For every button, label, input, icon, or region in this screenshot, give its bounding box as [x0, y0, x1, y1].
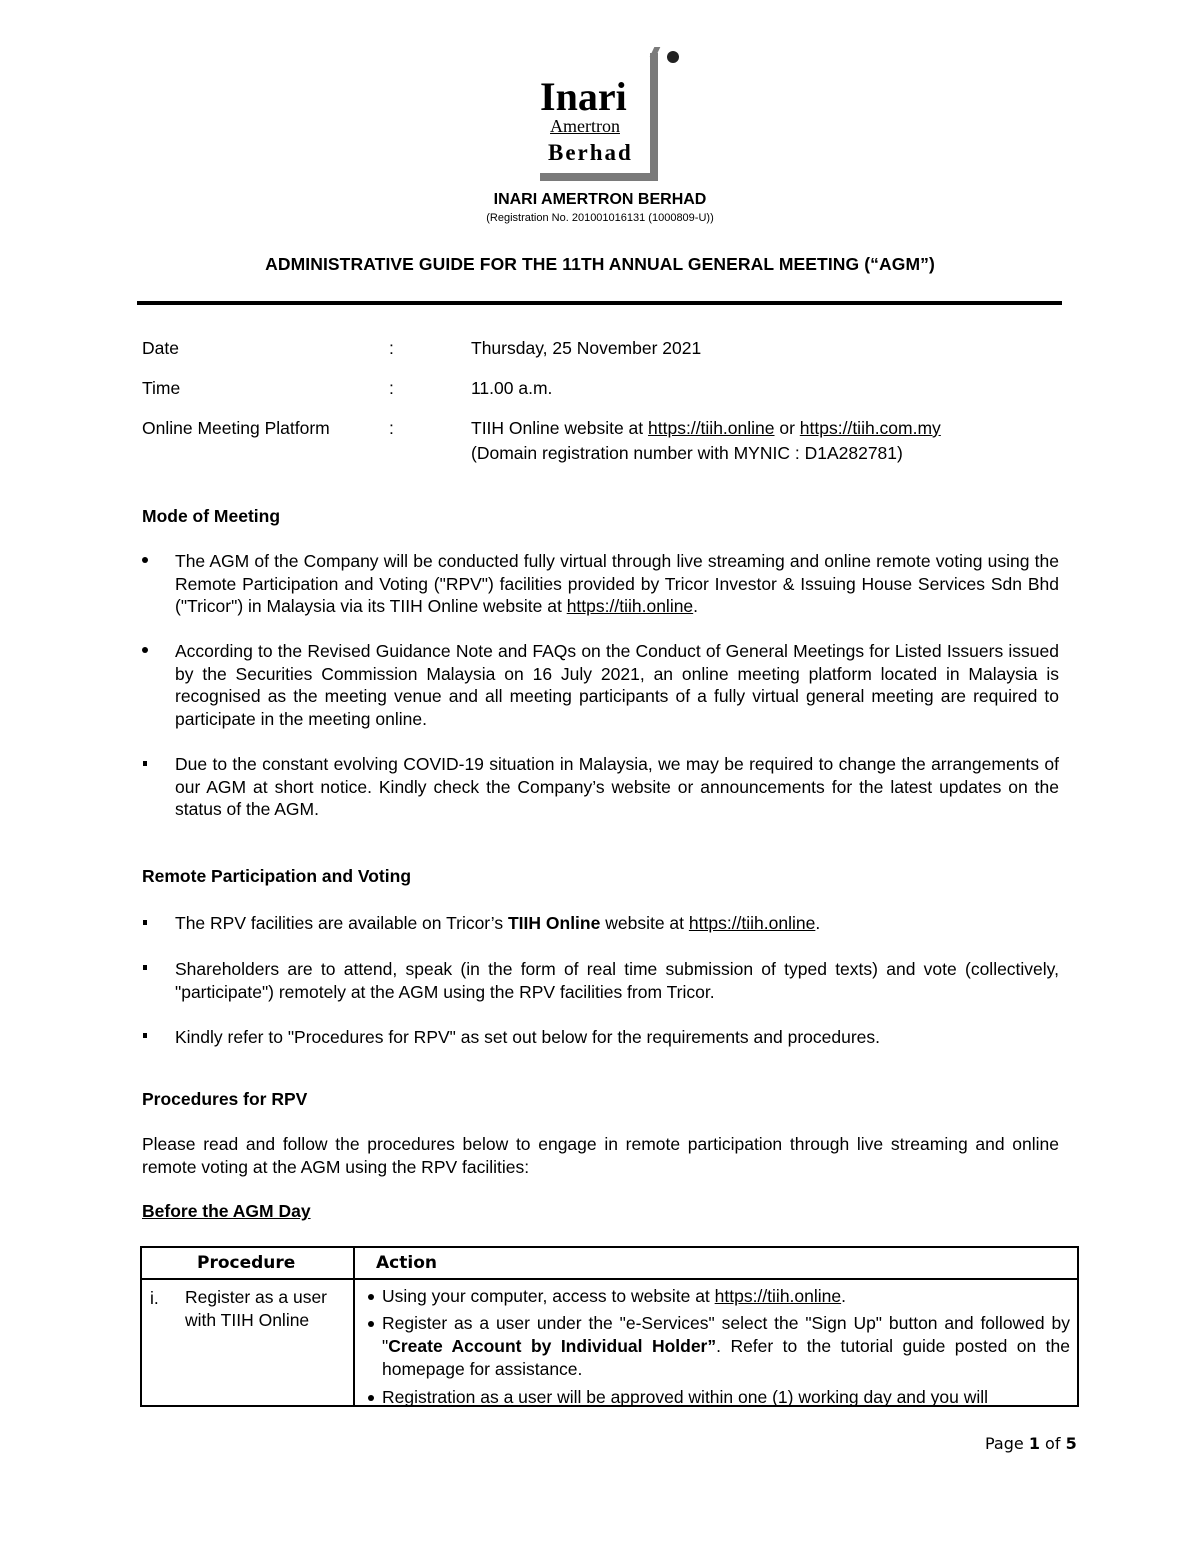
mode-bullet-1: [175, 550, 1059, 618]
of-word: of: [1039, 1434, 1066, 1453]
procedure-number: i.: [150, 1288, 159, 1308]
action-item-1: [382, 1285, 1070, 1308]
date-value: Thursday, 25 November 2021: [471, 338, 702, 358]
time-label: Time: [142, 378, 181, 398]
company-name: INARI AMERTRON BERHAD: [493, 191, 707, 208]
procedure-register: Register as a user with TIIH Online: [185, 1287, 328, 1330]
registration-number: (Registration No. 201001016131 (1000809-U)): [486, 212, 714, 224]
date-colon: :: [389, 338, 394, 358]
action-item-1-pre: Using your computer, access to website at: [382, 1286, 715, 1306]
action-item-2-pre: Register as a user under the "e-Services" select the "Sign Up" button and followed by ": [382, 1313, 1070, 1356]
platform-label: Online Meeting Platform: [142, 418, 330, 438]
bullet-icon: [142, 647, 148, 653]
bullet-icon: [368, 1395, 374, 1401]
page-word: Page: [985, 1434, 1029, 1453]
logo-text-inari: Inari: [540, 74, 627, 119]
platform-or: or: [774, 418, 800, 438]
table-header-procedure: Procedure: [197, 1253, 296, 1273]
action-item-2-end: . Refer to the tutorial guide posted on the homepage for assistance.: [382, 1336, 1070, 1379]
before-agm-subheading: Before the AGM Day: [142, 1201, 311, 1221]
rpv-bullet-2: Shareholders are to attend, speak (in the form of real time submission of typed texts) and vote (collectively, "participate") remotely at the AGM using the RPV facilities from Tricor.: [175, 959, 1059, 1002]
page-number: 1: [1028, 1434, 1040, 1453]
bullet-icon: [143, 965, 147, 970]
rpv-bullet-1-bold: TIIH Online: [507, 913, 601, 933]
bullet-icon: [143, 761, 147, 766]
procedures-intro: Please read and follow the procedures below to engage in remote participation through live streaming and online remote voting at the AGM using the RPV facilities:: [142, 1134, 1059, 1177]
platform-domain: (Domain registration number with MYNIC : D1A282781): [471, 443, 903, 463]
bullet-icon: [143, 1033, 147, 1038]
mode-bullet-3: Due to the constant evolving COVID-19 situation in Malaysia, we may be required to change the arrangements of our AGM at short notice. Kindly check the Company’s website or announcements for the latest updates on the status of the AGM.: [175, 754, 1059, 819]
rpv-bullet-1-mid: website at: [600, 913, 689, 933]
logo-text-amertron: Amertron: [550, 116, 620, 136]
action-item-2-bold: Create Account by Individual Holder”: [388, 1336, 717, 1356]
date-label: Date: [142, 338, 179, 358]
document-title: ADMINISTRATIVE GUIDE FOR THE 11TH ANNUAL GENERAL MEETING (“AGM”): [265, 254, 935, 274]
table-header-divider: [142, 1278, 1077, 1280]
page-footer: [985, 1434, 1077, 1453]
rpv-bullet-1-pre: The RPV facilities are available on Tricor’s: [175, 913, 508, 933]
bullet-icon: [368, 1321, 374, 1327]
platform-value: [471, 418, 941, 439]
mode-bullet-1-end: .: [693, 596, 699, 616]
rpv-bullet-3: Kindly refer to "Procedures for RPV" as set out below for the requirements and procedures.: [175, 1027, 880, 1047]
time-value: 11.00 a.m.: [471, 378, 553, 398]
platform-prefix: TIIH Online website at: [471, 418, 649, 438]
logo-bar-horizontal: [540, 173, 658, 181]
mode-of-meeting-heading: Mode of Meeting: [142, 506, 281, 526]
bullet-icon: [143, 920, 147, 925]
tiih-online-link[interactable]: https://tiih.online: [688, 913, 816, 933]
procedure-table: [140, 1246, 1079, 1407]
bullet-icon: [368, 1294, 374, 1300]
table-header-action: Action: [376, 1253, 437, 1273]
logo-bar-vertical: [650, 53, 658, 181]
rpv-heading: Remote Participation and Voting: [142, 866, 412, 886]
rpv-bullet-1-end: .: [815, 913, 821, 933]
rpv-bullet-1: [175, 912, 1059, 935]
logo-text-berhad: Berhad: [548, 140, 633, 165]
mode-bullet-1-text: The AGM of the Company will be conducted fully virtual through live streaming and online remote voting using the Remote Participation and Voting ("RPV") facilities provided by Tricor Investor & Issuing House Services Sdn Bhd ("Tricor") in Malaysia via its TIIH Online website at: [175, 551, 1059, 616]
tiih-online-link[interactable]: https://tiih.online: [566, 596, 694, 616]
tiih-online-link[interactable]: https://tiih.online: [714, 1286, 842, 1306]
time-colon: :: [389, 378, 394, 398]
table-column-divider: [353, 1248, 355, 1405]
procedures-heading: Procedures for RPV: [142, 1089, 308, 1109]
tiih-online-link[interactable]: https://tiih.online: [648, 418, 775, 438]
page-total: 5: [1065, 1434, 1077, 1453]
registered-mark-icon: [667, 51, 679, 63]
action-item-1-end: .: [841, 1286, 846, 1306]
action-item-2: [382, 1312, 1070, 1381]
platform-colon: :: [389, 418, 394, 438]
title-divider: [137, 301, 1062, 305]
tiih-com-my-link[interactable]: https://tiih.com.my: [799, 418, 941, 438]
mode-bullet-2: According to the Revised Guidance Note and FAQs on the Conduct of General Meetings for Listed Issuers issued by the Securities Commission Malaysia on 16 July 2021, an online meeting platform located in Malaysia is recognised as the meeting venue and all meeting participants of a fully virtual general meeting are required to participate in the meeting online.: [175, 641, 1059, 729]
action-item-3: Registration as a user will be approved within one (1) working day and you will: [382, 1387, 989, 1406]
bullet-icon: [142, 557, 148, 563]
company-logo: [540, 45, 680, 185]
